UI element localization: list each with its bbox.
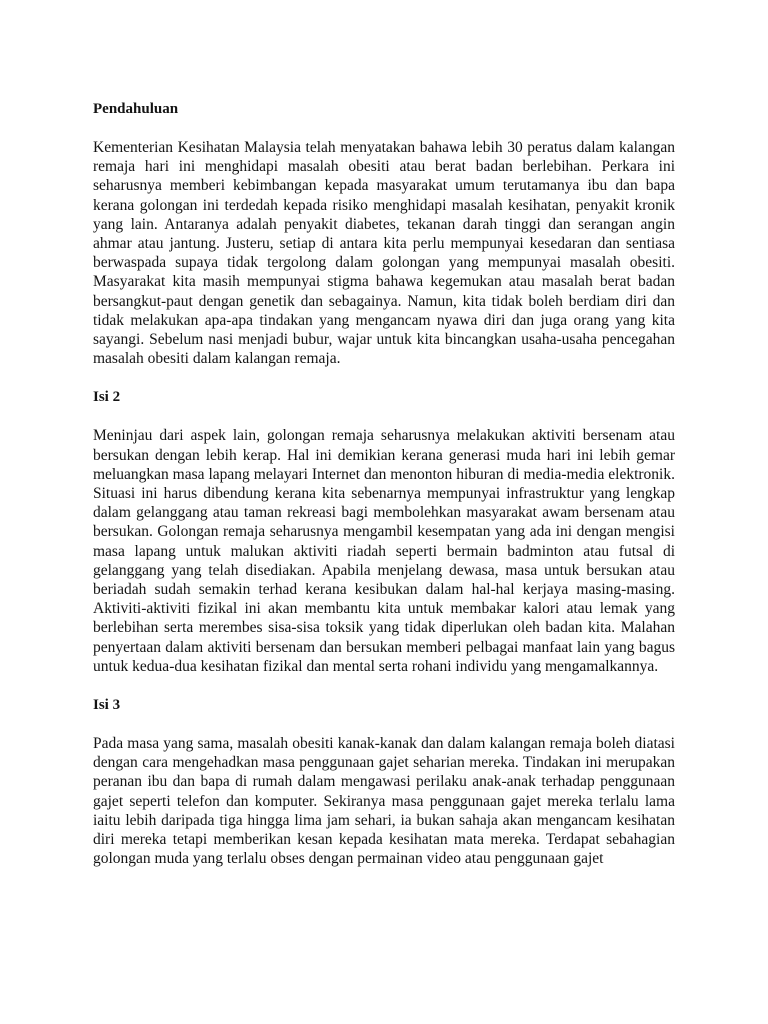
document-page: [93, 100, 675, 869]
section-heading-isi-2: Isi 2: [93, 389, 121, 406]
section-heading-isi-3: Isi 3: [93, 697, 121, 714]
section-paragraph-isi-2: Meninjau dari aspek lain, golongan remaja seharusnya melakukan aktiviti bersenam atau bersukan dengan lebih kerap. Hal ini demikian kerana generasi muda hari ini lebih gemar meluangkan masa lapang melayari Internet dan menonton hiburan di media-media elektronik. Situasi ini harus dibendung kerana kita sebenarnya mempunyai infrastruktur yang lengkap dalam gelanggang atau taman rekreasi bagi membolehkan masyarakat awam bersenam atau bersukan. Golongan remaja seharusnya mengambil kesempatan yang ada ini dengan mengisi masa lapang untuk malukan aktiviti riadah seperti bermain badminton atau futsal di gelanggang yang telah disediakan. Apabila menjelang dewasa, masa untuk bersukan atau beriadah sudah semakin terhad kerana kesibukan dalam hal-hal kerjaya masing-masing. Aktiviti-aktiviti fizikal ini akan membantu kita untuk membakar kalori atau lemak yang berlebihan serta merembes sisa-sisa toksik yang tidak diperlukan oleh badan kita. Malahan penyertaan dalam aktiviti bersenam dan bersukan memberi pelbagai manfaat lain yang bagus untuk kedua-dua kesihatan fizikal dan mental serta rohani individu yang mengamalkannya.: [93, 427, 675, 675]
section-heading-pendahuluan: Pendahuluan: [93, 101, 179, 117]
section-paragraph-isi-3: Pada masa yang sama, masalah obesiti kanak-kanak dan dalam kalangan remaja boleh diatasi dengan cara mengehadkan masa penggunaan gajet seharian mereka. Tindakan ini merupakan peranan ibu dan bapa di rumah dalam mengawasi perilaku anak-anak terhadap penggunaan gajet seperti telefon dan komputer. Sekiranya masa penggunaan gajet mereka terlalu lama iaitu lebih daripada tiga hingga lima jam sehari, ia bukan sahaja akan mengancam kesihatan diri mereka tetapi memberikan kesan kepada kesihatan mata mereka. Terdapat sebahagian golongan muda yang terlalu obses dengan permainan video atau penggunaan gajet: [93, 735, 675, 868]
section-paragraph-pendahuluan: Kementerian Kesihatan Malaysia telah menyatakan bahawa lebih 30 peratus dalam kalangan remaja hari ini menghidapi masalah obesiti atau berat badan berlebihan. Perkara ini seharusnya memberi kebimbangan kepada masyarakat umum terutamanya ibu dan bapa kerana golongan ini terdedah kepada risiko menghidapi masalah kesihatan, penyakit kronik yang lain. Antaranya adalah penyakit diabetes, tekanan darah tinggi dan serangan angin ahmar atau jantung. Justeru, setiap di antara kita perlu mempunyai kesedaran dan sentiasa berwaspada supaya tidak tergolong dalam golongan yang mempunyai masalah obesiti. Masyarakat kita masih mempunyai stigma bahawa kegemukan atau masalah berat badan bersangkut-paut dengan genetik dan sebagainya. Namun, kita tidak boleh berdiam diri dan tidak melakukan apa-apa tindakan yang mengancam nyawa diri dan juga orang yang kita sayangi. Sebelum nasi menjadi bubur, wajar untuk kita bincangkan usaha-usaha pencegahan masalah obesiti dalam kalangan remaja.: [93, 139, 675, 368]
